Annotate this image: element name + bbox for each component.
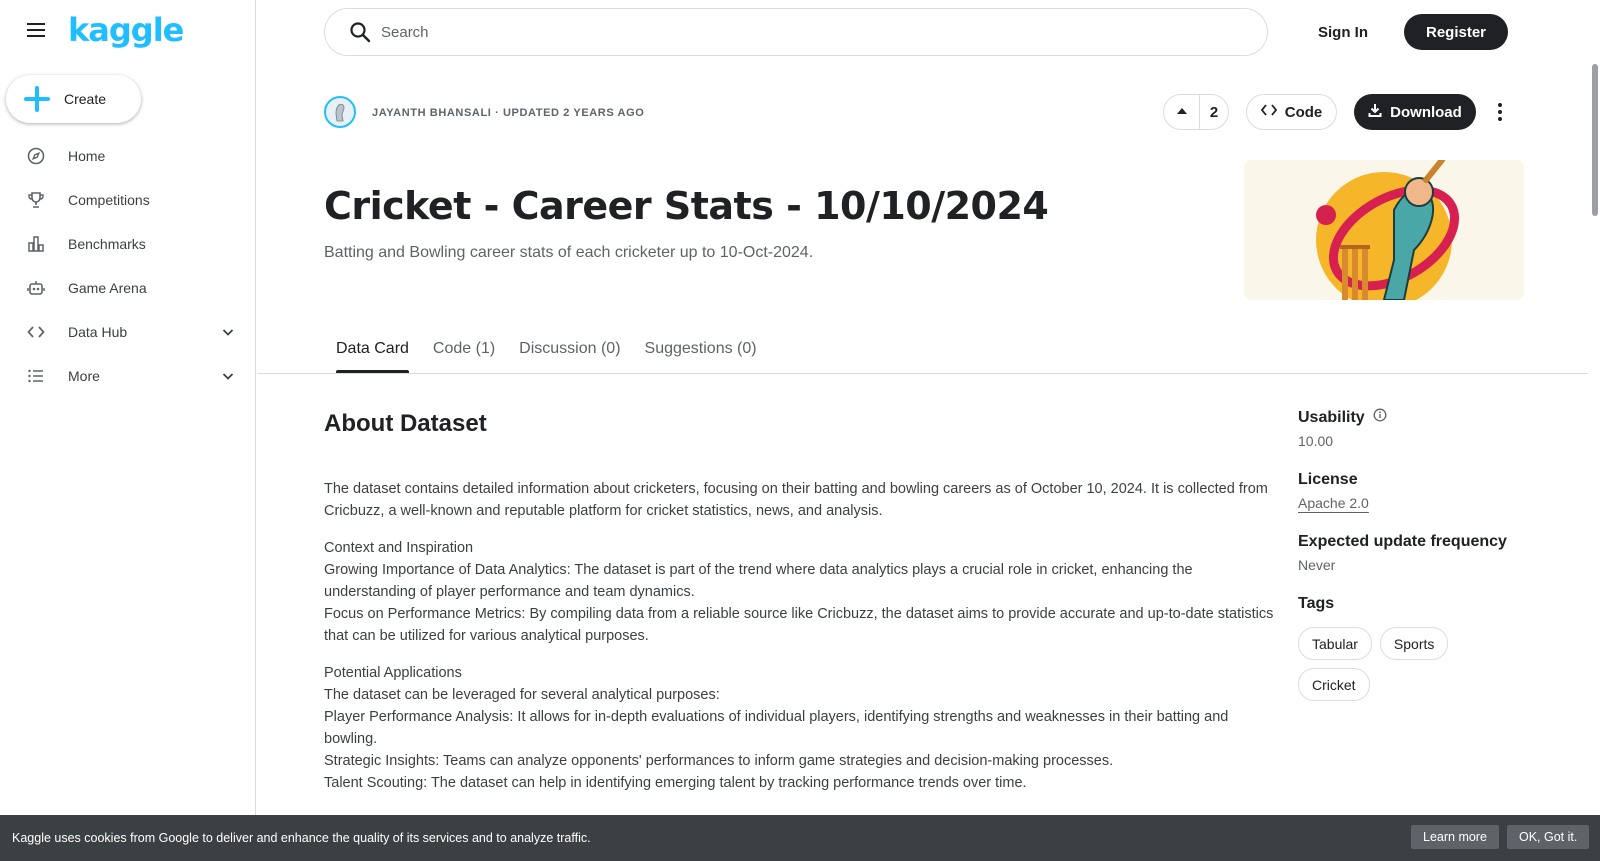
page-subtitle: Batting and Bowling career stats of each cricketer up to 10-Oct-2024. — [324, 244, 814, 261]
sidebar-item-label: Benchmarks — [68, 236, 146, 252]
sidebar-item-label: More — [68, 368, 100, 384]
accept-cookies-button[interactable]: OK, Got it. — [1507, 825, 1589, 849]
bar-chart-icon — [26, 234, 46, 254]
sidebar-item-label: Competitions — [68, 192, 150, 208]
paragraph-line: The dataset can be leveraged for several analytical purposes: — [324, 687, 720, 703]
trophy-icon — [26, 190, 46, 210]
sidebar-item-benchmarks[interactable] — [0, 222, 256, 266]
cookie-message: Kaggle uses cookies from Google to deliver and enhance the quality of its services and to analyze traffic. — [12, 831, 591, 845]
code-button[interactable] — [1246, 94, 1337, 130]
sign-in-button[interactable]: Sign In — [1318, 23, 1368, 41]
learn-more-button[interactable]: Learn more — [1411, 825, 1499, 849]
dataset-tabs — [336, 330, 757, 372]
paragraph-line: Focus on Performance Metrics: By compiling data from a reliable source like Cricbuzz, the dataset aims to provide accurate and up-to-date statistics that can be utilized for various analytical purposes. — [324, 606, 1274, 644]
license-value — [1298, 495, 1538, 511]
tab-data-card[interactable]: Data Card — [336, 330, 409, 372]
search-bar[interactable] — [324, 8, 1268, 56]
about-paragraph-2 — [324, 537, 1274, 647]
update-frequency-value: Never — [1298, 557, 1336, 573]
cookie-banner — [0, 815, 1600, 861]
download-button[interactable] — [1354, 94, 1476, 130]
list-icon — [26, 366, 46, 386]
chevron-down-icon[interactable] — [220, 324, 236, 340]
tab-suggestions[interactable]: Suggestions (0) — [644, 340, 757, 357]
chevron-down-icon[interactable] — [220, 368, 236, 384]
page-title: Cricket - Career Stats - 10/10/2024 — [324, 184, 1049, 228]
usability-value: 10.00 — [1298, 433, 1334, 449]
search-input[interactable] — [381, 24, 1181, 41]
paragraph-line: Strategic Insights: Teams can analyze opponents' performances to inform game strategies and decision-making processes. — [324, 753, 1114, 769]
register-button[interactable]: Register — [1404, 14, 1508, 50]
tag-chip[interactable]: Cricket — [1298, 668, 1370, 701]
plus-icon — [24, 86, 50, 112]
create-label: Create — [64, 91, 107, 107]
usability-heading — [1298, 408, 1538, 427]
tabs-divider — [257, 373, 1588, 374]
scrollbar[interactable] — [1590, 0, 1600, 861]
sidebar-nav — [0, 134, 256, 398]
vote-count: 2 — [1209, 103, 1219, 121]
paragraph-line: Player Performance Analysis: It allows for in-depth evaluations of individual players, identifying strengths and weaknesses in their batting and bowling. — [324, 709, 1229, 747]
tab-discussion[interactable]: Discussion (0) — [519, 340, 621, 357]
sidebar-item-data-hub[interactable] — [0, 310, 256, 354]
sidebar-item-competitions[interactable] — [0, 178, 256, 222]
paragraph-line: Potential Applications — [324, 665, 462, 681]
paragraph-line: Growing Importance of Data Analytics: The dataset is part of the trend where data analytics plays a crucial role in cricket, enhancing the understanding of player performance and team dynamics. — [324, 562, 1193, 600]
tag-chip[interactable]: Sports — [1380, 627, 1448, 660]
download-icon — [1368, 103, 1382, 121]
download-button-label: Download — [1390, 103, 1462, 121]
sidebar — [0, 0, 256, 861]
scrollbar-thumb[interactable] — [1592, 64, 1598, 216]
sidebar-item-label: Home — [68, 148, 106, 164]
sidebar-item-game-arena[interactable] — [0, 266, 256, 310]
dataset-metadata — [1298, 408, 1538, 701]
paragraph-line: Context and Inspiration — [324, 540, 474, 556]
license-link[interactable]: Apache 2.0 — [1298, 495, 1369, 511]
about-paragraph-1: The dataset contains detailed information about cricketers, focusing on their batting and bowling careers as of October 10, 2024. It is collected from Cricbuzz, a well-known and reputable platform for cricket statistics, news, and analysis. — [324, 481, 1268, 519]
tags-list — [1298, 627, 1478, 701]
dataset-cover-image — [1244, 160, 1524, 300]
license-heading: License — [1298, 471, 1358, 488]
upvote-widget — [1163, 94, 1229, 130]
sidebar-item-label: Data Hub — [68, 324, 128, 340]
more-options-icon[interactable] — [1494, 100, 1506, 124]
tags-heading: Tags — [1298, 595, 1335, 612]
sidebar-item-label: Game Arena — [68, 280, 147, 296]
author-updated-line[interactable]: JAYANTH BHANSALI · UPDATED 2 YEARS AGO — [372, 107, 645, 119]
kaggle-logo[interactable]: kaggle — [68, 11, 184, 49]
hamburger-menu-icon[interactable] — [24, 18, 48, 42]
brand — [24, 11, 184, 49]
usability-label: Usability — [1298, 408, 1365, 426]
upvote-button[interactable] — [1164, 95, 1200, 129]
avatar[interactable] — [324, 96, 356, 128]
caret-up-icon — [1176, 103, 1188, 121]
create-button[interactable] — [6, 75, 141, 123]
tag-chip[interactable]: Tabular — [1298, 627, 1372, 660]
compass-icon — [26, 146, 46, 166]
about-heading: About Dataset — [324, 410, 487, 437]
update-frequency-heading: Expected update frequency — [1298, 533, 1507, 550]
search-icon — [349, 21, 371, 43]
sidebar-item-home[interactable] — [0, 134, 256, 178]
about-content — [324, 478, 1274, 809]
code-button-label: Code — [1284, 103, 1323, 121]
sidebar-item-more[interactable] — [0, 354, 256, 398]
code-brackets-icon — [26, 322, 46, 342]
robot-icon — [26, 278, 46, 298]
code-brackets-icon — [1261, 103, 1277, 121]
tab-code[interactable]: Code (1) — [432, 340, 496, 357]
info-icon[interactable] — [1373, 408, 1387, 427]
paragraph-line: Talent Scouting: The dataset can help in identifying emerging talent by tracking performance trends over time. — [324, 775, 1027, 791]
about-paragraph-3 — [324, 662, 1274, 794]
